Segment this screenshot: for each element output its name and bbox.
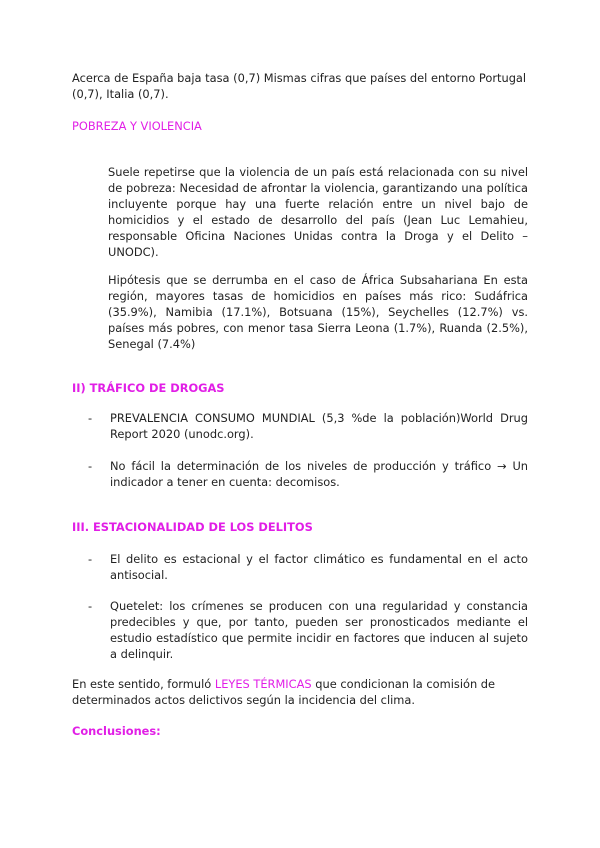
list-item <box>88 598 528 662</box>
poverty-paragraph-2: Hipótesis que se derrumba en el caso de África Subsahariana En esta región, mayores tasas de homicidios en países más rico: Sudáfrica (35.9%), Namibia (17.1%), Botsuana (15%), Seychelles (12.7%) vs. países más pobres, con menor tasa Sierra Leona (1.7%), Ruanda (2.5%), Senegal (7.4%) <box>108 273 528 351</box>
heading-seasonality: III. ESTACIONALIDAD DE LOS DELITOS <box>72 520 313 534</box>
poverty-paragraph-1: Suele repetirse que la violencia de un país está relacionada con su nivel de pobreza: Necesidad de afrontar la violencia, garantizando una política incluyente porque hay una fuerte relación entre un nivel bajo de homicidios y el estado de desarrollo del país (Jean Luc Lemahieu, responsable Oficina Naciones Unidas contra la Droga y el Delito – UNODC). <box>108 165 528 259</box>
bullet-dash: - <box>88 411 93 425</box>
season-bullet-1: El delito es estacional y el factor climático es fundamental en el acto antisocial. <box>110 552 528 582</box>
intro-paragraph: Acerca de España baja tasa (0,7) Mismas cifras que países del entorno Portugal (0,7), Italia (0,7). <box>72 71 527 101</box>
thermal-laws-paragraph <box>72 676 532 708</box>
thermal-laws-highlight: LEYES TÉRMICAS <box>214 677 312 691</box>
season-bullet-2: Quetelet: los crímenes se producen con una regularidad y constancia predecibles y que, por tanto, pueden ser pronosticados mediante el estudio estadístico que permite incidir en factores que inducen al sujeto a delinquir. <box>110 599 528 661</box>
bullet-dash: - <box>88 552 93 566</box>
bullet-dash: - <box>88 599 93 613</box>
heading-drug-trafficking: II) TRÁFICO DE DROGAS <box>72 381 225 395</box>
list-item <box>88 551 528 583</box>
drug-bullet-2: No fácil la determinación de los niveles de producción y tráfico → Un indicador a tener en cuenta: decomisos. <box>110 459 528 489</box>
list-item <box>88 458 528 490</box>
heading-conclusions: Conclusiones: <box>72 724 161 738</box>
bullet-dash: - <box>88 459 93 473</box>
list-item <box>88 410 528 442</box>
heading-poverty-violence: POBREZA Y VIOLENCIA <box>72 119 202 133</box>
closing-text-end: que condicionan la comisión de determinados actos delictivos según la incidencia del clima. <box>72 677 496 707</box>
drug-bullet-1: PREVALENCIA CONSUMO MUNDIAL (5,3 %de la población)World Drug Report 2020 (unodc.org). <box>110 411 528 441</box>
closing-text-start: En este sentido, formuló <box>72 677 215 691</box>
